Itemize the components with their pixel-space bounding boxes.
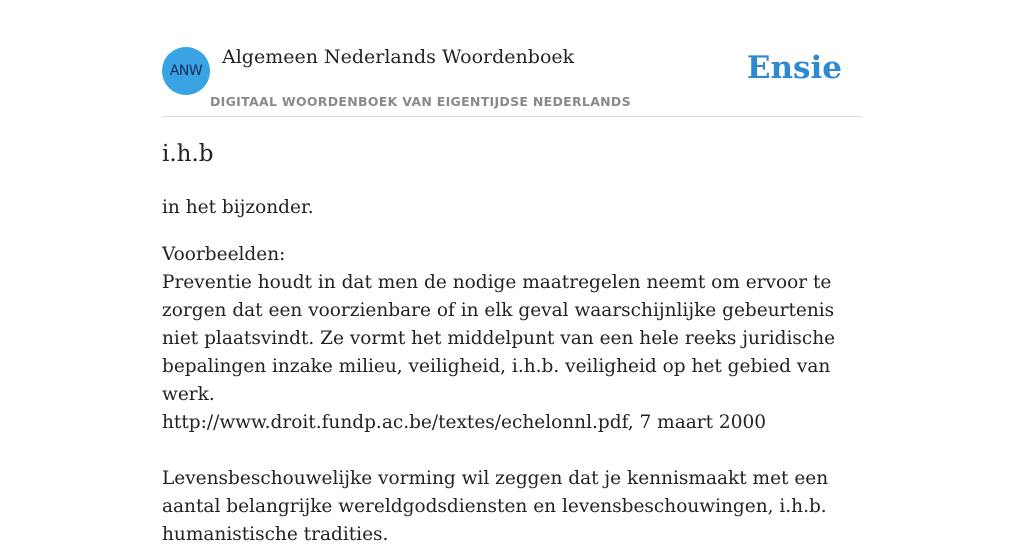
site-header (162, 0, 862, 117)
site-subtitle: DIGITAAL WOORDENBOEK VAN EIGENTIJDSE NEDERLANDS (210, 94, 631, 109)
entry-term: i.h.b (162, 141, 214, 167)
examples-label: Voorbeelden: (162, 244, 286, 265)
entry-definition: in het bijzonder. (162, 197, 314, 218)
logo-text: ANW (169, 63, 203, 79)
site-title[interactable]: Algemeen Nederlands Woordenboek (222, 46, 575, 68)
example-source: http://www.droit.fundp.ac.be/textes/echelonnl.pdf, 7 maart 2000 (162, 412, 767, 433)
entry-content (162, 136, 872, 549)
ensie-logo-link[interactable]: Ensie (746, 50, 842, 86)
anw-logo[interactable] (162, 47, 210, 95)
example-2 (162, 465, 872, 549)
example-text: Levensbeschouwelijke vorming wil zeggen dat je kennismaakt met een aantal belangrijke wereldgodsdiensten en levensbeschouwingen, i.h.b. humanistische tradities. (162, 468, 829, 545)
example-1 (162, 269, 872, 437)
example-text: Preventie houdt in dat men de nodige maatregelen neemt om ervoor te zorgen dat een voorzienbare of in elk geval waarschijnlijke gebeurtenis niet plaatsvindt. Ze vormt het middelpunt van een hele reeks juridische bepalingen inzake milieu, veiligheid, i.h.b. veiligheid op het gebied van werk. (162, 272, 836, 405)
